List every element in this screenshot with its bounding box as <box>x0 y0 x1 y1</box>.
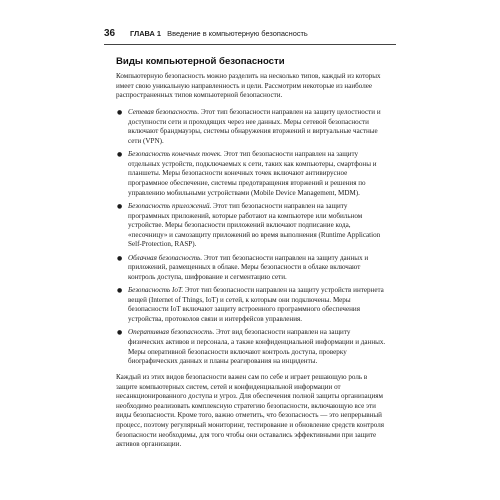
item-term: Сетевая безопасность. <box>128 108 200 116</box>
list-item <box>116 202 386 250</box>
list-item <box>116 108 386 146</box>
closing-paragraph: Каждый из этих видов безопасности важен сам по себе и играет решающую роль в защите компьютерных систем, сетей и конфиденциальной информации от несанкционированного доступа и угроз. Для обеспечения полной защиты организациям необходимо реализовать комплексную стратегию безопасности, включающую все эти виды безопасности. Кроме того, важно отметить, что безопасность — это непрерывный процесс, поэтому регулярный мониторинг, тестирование и обновление средств контроля безопасности необходимы, для того чтобы они оставались эффективными при защите активов организации. <box>116 373 385 449</box>
page-number: 36 <box>104 28 116 39</box>
chapter-label: ГЛАВА 1 <box>130 29 161 38</box>
item-term: Облачная безопасность. <box>128 253 203 262</box>
item-text: Этот тип безопасности направлен на защиту данных и приложений, размещенных в облаке. Меры безопасности в облаке включают контроль доступа, шифрование и сегментацию сети. <box>128 253 369 281</box>
header-rule <box>104 44 396 45</box>
list-item <box>116 254 386 283</box>
item-term: Безопасность конечных точек. <box>128 150 222 159</box>
item-term: Безопасность приложений. <box>128 201 212 210</box>
item-term: Оперативная безопасность. <box>128 328 215 337</box>
item-text: Этот тип безопасности направлен на защиту целостности и доступности сети и проходящих через нее данных. Меры сетевой безопасности включают брандмауэры, системы обнаружения вторжений и виртуальные частные сети (VPN). <box>128 108 381 145</box>
bullet-icon: ● <box>117 329 123 337</box>
item-text: Этот тип безопасности направлен на защиту устройств интернета вещей (Internet of Things, IoT) и сетей, к которым они подключены. Меры безопасности IoT включают защиту встроенного программного обеспечения устройства, протоколов связи и интерфейсов управления. <box>128 286 384 324</box>
security-types-list <box>116 108 386 371</box>
bullet-icon: ● <box>117 151 123 159</box>
chapter-heading <box>130 29 308 38</box>
item-text: Этот тип безопасности направлен на защиту отдельных устройств, подключаемых к сети, таких как компьютеры, смартфоны и планшеты. Меры безопасности конечных точек включают антивирусное программное обеспечение, системы предотвращения вторжений и решения по управлению мобильными устройствами (Mobile Device Management, MDM). <box>128 150 377 197</box>
bullet-icon: ● <box>117 287 123 295</box>
item-text: Этот тип безопасности направлен на защиту программных приложений, которые работают на компьютере или мобильном устройстве. Меры безопасности приложений включают подписание кода, «песочницу» и самозащиту приложений во время выполнения (Runtime Application Self-Protection, RASP). <box>128 201 381 249</box>
item-term: Безопасность IoT. <box>128 286 184 295</box>
intro-paragraph: Компьютерную безопасность можно разделить на несколько типов, каждый из которых имеет свою уникальную направленность и цели. Рассмотрим некоторые из наиболее распространенных типов компьютерной безопасности. <box>116 72 381 100</box>
list-item <box>116 150 386 198</box>
bullet-icon: ● <box>117 202 123 210</box>
bullet-icon: ● <box>117 109 123 116</box>
item-text: Этот вид безопасности направлен на защиту физических активов и персонала, а также конфиденциальной информации и данных. Меры оперативной безопасности включают контроль доступа, проверку биографических данных и планы реагирования на инциденты. <box>128 328 386 366</box>
bullet-icon: ● <box>117 254 123 262</box>
chapter-title: Введение в компьютерную безопасность <box>167 29 308 38</box>
list-item <box>116 328 386 366</box>
list-item <box>116 286 386 324</box>
section-title: Виды компьютерной безопасности <box>116 56 285 67</box>
running-header <box>104 28 396 42</box>
